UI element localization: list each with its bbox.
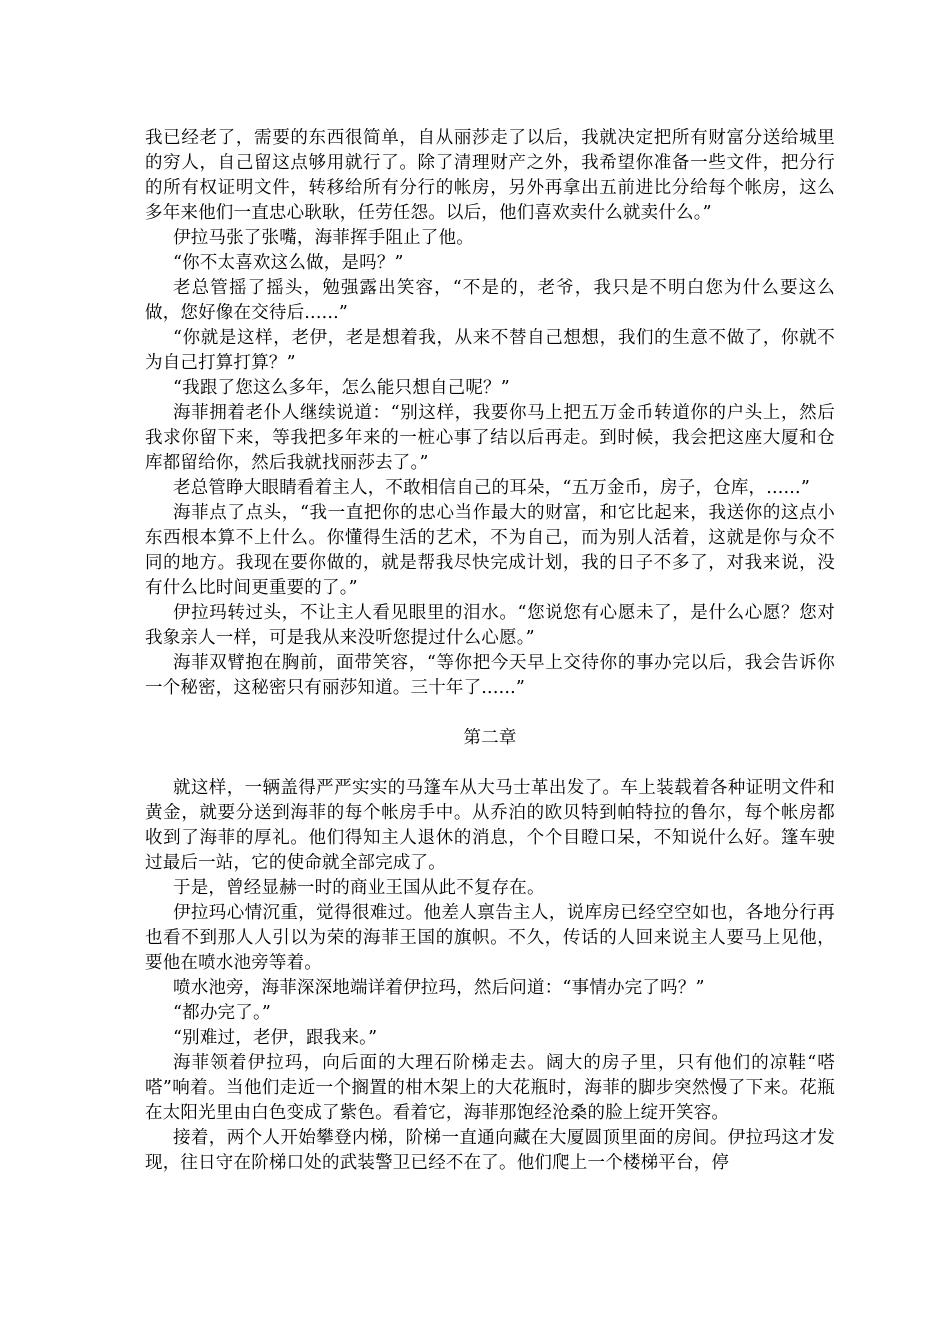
paragraph: 海菲领着伊拉玛，向后面的大理石阶梯走去。阔大的房子里，只有他们的凉鞋“嗒嗒”响着。当他们走近一个搁置的柑木架上的大花瓶时，海菲的脚步突然慢了下来。花瓶在太阳光里由白色变成了紫色。看着它，海菲那饱经沧桑的脸上绽开笑容。	[145, 1053, 835, 1123]
paragraph: 接着，两个人开始攀登内梯，阶梯一直通向藏在大厦圆顶里面的房间。伊拉玛这才发现，往日守在阶梯口处的武装警卫已经不在了。他们爬上一个楼梯平台，停	[145, 1128, 835, 1173]
paragraph: “我跟了您这么多年，怎么能只想自己呢？”	[173, 378, 510, 398]
paragraph: 就这样，一辆盖得严严实实的马篷车从大马士革出发了。车上装载着各种证明文件和黄金，就要分送到海菲的每个帐房手中。从乔泊的欧贝特到帕特拉的鲁尔，每个帐房都收到了海菲的厚礼。他们得知主人退休的消息，个个目瞪口呆，不知说什么好。篷车驶过最后一站，它的使命就全部完成了。	[145, 778, 835, 873]
paragraph: 老总管睁大眼睛看着主人，不敢相信自己的耳朵，“五万金币，房子，仓库，......”	[173, 478, 810, 498]
chapter-heading: 第二章	[463, 728, 517, 748]
document-body	[145, 126, 835, 1176]
paragraph: 海菲双臂抱在胸前，面带笑容，“等你把今天早上交待你的事办完以后，我会告诉你一个秘密，这秘密只有丽莎知道。三十年了......”	[145, 653, 835, 698]
text-section-1	[145, 126, 835, 701]
paragraph: 伊拉马张了张嘴，海菲挥手阻止了他。	[173, 228, 474, 248]
paragraph: “你不太喜欢这么做，是吗？”	[173, 253, 404, 273]
paragraph: 于是，曾经显赫一时的商业王国从此不复存在。	[173, 878, 545, 898]
paragraph: 伊拉玛转过头，不让主人看见眼里的泪水。“您说您有心愿未了，是什么心愿？您对我象亲人一样，可是我从来没听您提过什么心愿。”	[145, 603, 835, 648]
paragraph: “你就是这样，老伊，老是想着我，从来不替自己想想，我们的生意不做了，你就不为自己打算打算？”	[145, 328, 835, 373]
paragraph: 海菲拥着老仆人继续说道：“别这样，我要你马上把五万金币转道你的户头上，然后我求你留下来，等我把多年来的一桩心事了结以后再走。到时候，我会把这座大厦和仓库都留给你，然后我就找丽莎去了。”	[145, 403, 835, 473]
paragraph: 老总管摇了摇头，勉强露出笑容，“不是的，老爷，我只是不明白您为什么要这么做，您好像在交待后......”	[145, 278, 835, 323]
paragraph: 我已经老了，需要的东西很简单，自从丽莎走了以后，我就决定把所有财富分送给城里的穷人，自己留这点够用就行了。除了清理财产之外，我希望你准备一些文件，把分行的所有权证明文件，转移给所有分行的帐房，另外再拿出五前进比分给每个帐房，这么多年来他们一直忠心耿耿，任劳任怨。以后，他们喜欢卖什么就卖什么。”	[145, 128, 835, 223]
text-section-2	[145, 776, 835, 1176]
paragraph: 海菲点了点头，“我一直把你的忠心当作最大的财富，和它比起来，我送你的这点小东西根本算不上什么。你懂得生活的艺术，不为自己，而为别人活着，这就是你与众不同的地方。我现在要你做的，就是帮我尽快完成计划，我的日子不多了，对我来说，没有什么比时间更重要的了。”	[145, 503, 835, 598]
paragraph: “别难过，老伊，跟我来。”	[173, 1028, 378, 1048]
paragraph: “都办完了。”	[173, 1003, 272, 1023]
paragraph: 喷水池旁，海菲深深地端详着伊拉玛，然后问道：“事情办完了吗？”	[173, 978, 705, 998]
paragraph: 伊拉玛心情沉重，觉得很难过。他差人禀告主人，说库房已经空空如也，各地分行再也看不到那人人引以为荣的海菲王国的旗帜。不久，传话的人回来说主人要马上见他，要他在喷水池旁等着。	[145, 903, 835, 973]
